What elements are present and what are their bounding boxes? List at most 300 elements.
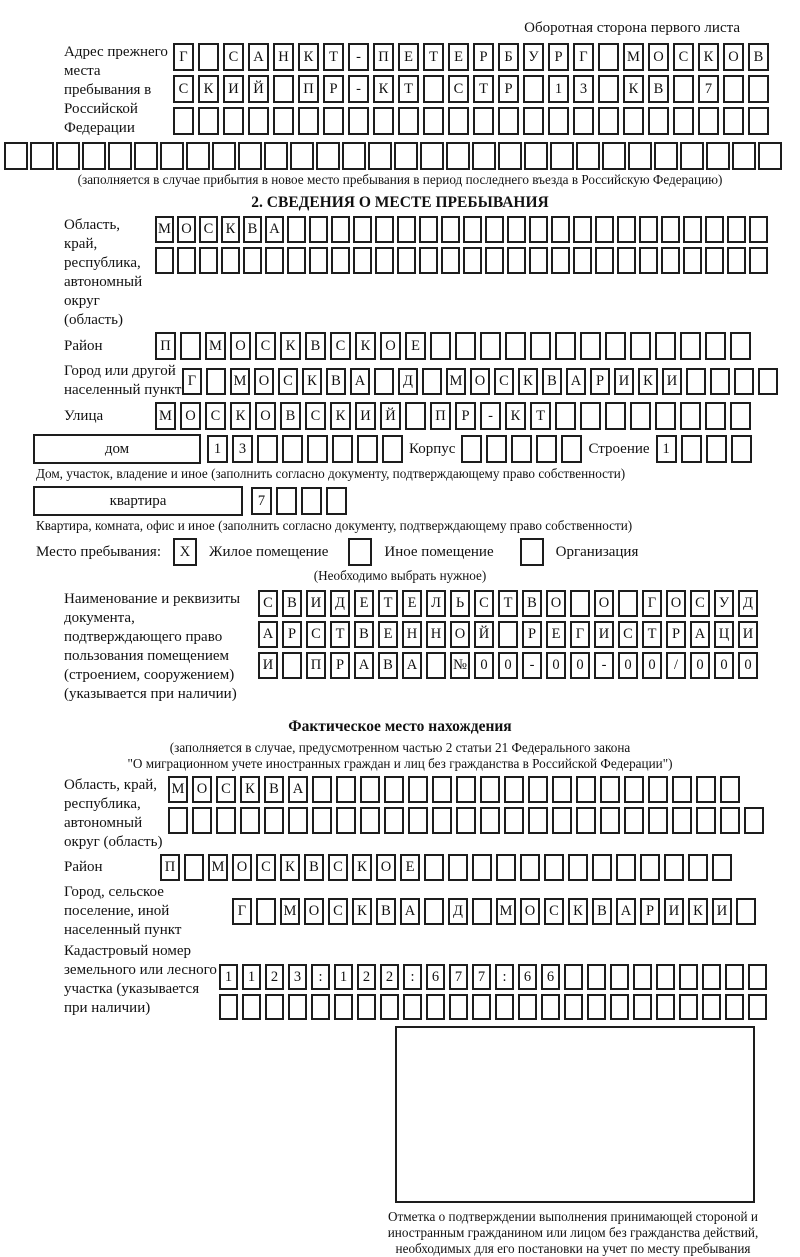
char-cell[interactable]: Е [400, 854, 420, 881]
char-cell[interactable] [573, 247, 592, 274]
char-cell[interactable]: 1 [548, 75, 569, 103]
char-cell[interactable] [681, 435, 702, 463]
char-cell[interactable] [221, 247, 240, 274]
char-cell[interactable] [384, 776, 404, 803]
char-cell[interactable] [264, 142, 288, 170]
char-cell[interactable] [276, 487, 297, 515]
char-cell[interactable] [375, 216, 394, 243]
char-cell[interactable] [624, 807, 644, 834]
char-cell[interactable] [580, 402, 601, 430]
char-cell[interactable]: С [223, 43, 244, 71]
char-cell[interactable]: П [306, 652, 326, 679]
char-cell[interactable]: К [352, 898, 372, 925]
char-cell[interactable] [288, 807, 308, 834]
char-cell[interactable] [661, 216, 680, 243]
char-cell[interactable]: Т [330, 621, 350, 648]
char-cell[interactable]: О [648, 43, 669, 71]
char-cell[interactable] [184, 854, 204, 881]
char-cell[interactable]: В [378, 652, 398, 679]
char-cell[interactable] [564, 964, 583, 990]
char-cell[interactable]: : [403, 964, 422, 990]
char-cell[interactable]: Й [474, 621, 494, 648]
char-cell[interactable]: М [496, 898, 516, 925]
char-cell[interactable]: В [542, 368, 562, 395]
char-cell[interactable] [610, 994, 629, 1020]
char-cell[interactable]: С [216, 776, 236, 803]
char-cell[interactable] [723, 107, 744, 135]
char-cell[interactable]: И [306, 590, 326, 617]
char-cell[interactable]: К [198, 75, 219, 103]
char-cell[interactable] [357, 994, 376, 1020]
char-cell[interactable]: С [618, 621, 638, 648]
char-cell[interactable] [424, 898, 444, 925]
stay-checkbox-organization[interactable] [520, 538, 544, 566]
char-cell[interactable]: Е [448, 43, 469, 71]
char-cell[interactable]: К [302, 368, 322, 395]
char-cell[interactable] [422, 368, 442, 395]
char-cell[interactable]: 7 [251, 487, 272, 515]
char-cell[interactable]: П [155, 332, 176, 360]
char-cell[interactable] [727, 216, 746, 243]
char-cell[interactable] [348, 107, 369, 135]
char-cell[interactable]: Т [398, 75, 419, 103]
char-cell[interactable] [419, 216, 438, 243]
char-cell[interactable]: К [352, 854, 372, 881]
char-cell[interactable]: В [326, 368, 346, 395]
char-cell[interactable]: У [523, 43, 544, 71]
char-cell[interactable] [679, 964, 698, 990]
char-cell[interactable] [486, 435, 507, 463]
char-cell[interactable] [758, 368, 778, 395]
char-cell[interactable] [680, 402, 701, 430]
house-widebox[interactable]: дом [33, 434, 201, 464]
char-cell[interactable] [449, 994, 468, 1020]
char-cell[interactable]: 0 [546, 652, 566, 679]
char-cell[interactable]: В [282, 590, 302, 617]
char-cell[interactable]: 3 [232, 435, 253, 463]
char-cell[interactable] [461, 435, 482, 463]
char-cell[interactable] [720, 776, 740, 803]
char-cell[interactable] [523, 75, 544, 103]
char-cell[interactable]: С [205, 402, 226, 430]
char-cell[interactable]: М [205, 332, 226, 360]
char-cell[interactable] [331, 216, 350, 243]
char-cell[interactable]: Р [666, 621, 686, 648]
char-cell[interactable]: Р [498, 75, 519, 103]
char-cell[interactable] [180, 332, 201, 360]
char-cell[interactable] [273, 107, 294, 135]
char-cell[interactable] [430, 332, 451, 360]
apartment-widebox[interactable]: квартира [33, 486, 243, 516]
char-cell[interactable] [633, 994, 652, 1020]
char-cell[interactable] [498, 142, 522, 170]
char-cell[interactable]: О [470, 368, 490, 395]
char-cell[interactable]: Р [330, 652, 350, 679]
char-cell[interactable] [555, 402, 576, 430]
char-cell[interactable]: - [480, 402, 501, 430]
char-cell[interactable]: Т [323, 43, 344, 71]
char-cell[interactable] [600, 807, 620, 834]
char-cell[interactable] [732, 142, 756, 170]
char-cell[interactable] [680, 142, 704, 170]
char-cell[interactable] [353, 216, 372, 243]
char-cell[interactable] [384, 807, 404, 834]
char-cell[interactable]: Р [640, 898, 660, 925]
char-cell[interactable] [380, 994, 399, 1020]
char-cell[interactable]: У [714, 590, 734, 617]
char-cell[interactable] [688, 854, 708, 881]
char-cell[interactable] [216, 807, 236, 834]
char-cell[interactable]: Г [570, 621, 590, 648]
char-cell[interactable] [518, 994, 537, 1020]
char-cell[interactable] [309, 247, 328, 274]
char-cell[interactable] [243, 247, 262, 274]
char-cell[interactable] [541, 994, 560, 1020]
char-cell[interactable]: 0 [690, 652, 710, 679]
char-cell[interactable] [723, 75, 744, 103]
char-cell[interactable] [290, 142, 314, 170]
char-cell[interactable]: Т [423, 43, 444, 71]
char-cell[interactable]: Е [405, 332, 426, 360]
char-cell[interactable]: - [522, 652, 542, 679]
char-cell[interactable]: О [520, 898, 540, 925]
char-cell[interactable] [192, 807, 212, 834]
char-cell[interactable] [238, 142, 262, 170]
char-cell[interactable]: Р [282, 621, 302, 648]
char-cell[interactable] [524, 142, 548, 170]
char-cell[interactable] [561, 435, 582, 463]
char-cell[interactable]: Г [182, 368, 202, 395]
char-cell[interactable]: В [305, 332, 326, 360]
char-cell[interactable] [624, 776, 644, 803]
char-cell[interactable]: Д [398, 368, 418, 395]
char-cell[interactable] [730, 402, 751, 430]
char-cell[interactable] [160, 142, 184, 170]
char-cell[interactable]: К [230, 402, 251, 430]
char-cell[interactable]: Д [738, 590, 758, 617]
char-cell[interactable]: Д [448, 898, 468, 925]
char-cell[interactable]: А [400, 898, 420, 925]
char-cell[interactable]: В [592, 898, 612, 925]
char-cell[interactable]: М [280, 898, 300, 925]
char-cell[interactable] [408, 776, 428, 803]
char-cell[interactable] [544, 854, 564, 881]
char-cell[interactable] [705, 332, 726, 360]
char-cell[interactable] [323, 107, 344, 135]
char-cell[interactable] [287, 247, 306, 274]
char-cell[interactable]: К [280, 854, 300, 881]
char-cell[interactable] [342, 142, 366, 170]
char-cell[interactable]: М [446, 368, 466, 395]
char-cell[interactable] [727, 247, 746, 274]
char-cell[interactable]: О [304, 898, 324, 925]
char-cell[interactable] [548, 107, 569, 135]
char-cell[interactable]: И [258, 652, 278, 679]
char-cell[interactable]: С [258, 590, 278, 617]
stay-checkbox-residential[interactable] [173, 538, 197, 566]
char-cell[interactable]: О [180, 402, 201, 430]
char-cell[interactable] [336, 807, 356, 834]
char-cell[interactable]: 0 [642, 652, 662, 679]
char-cell[interactable]: Н [426, 621, 446, 648]
char-cell[interactable] [199, 247, 218, 274]
char-cell[interactable] [498, 107, 519, 135]
char-cell[interactable]: К [280, 332, 301, 360]
char-cell[interactable]: О [376, 854, 396, 881]
char-cell[interactable]: Т [473, 75, 494, 103]
char-cell[interactable]: № [450, 652, 470, 679]
char-cell[interactable] [706, 142, 730, 170]
char-cell[interactable] [455, 332, 476, 360]
char-cell[interactable] [696, 776, 716, 803]
char-cell[interactable]: А [354, 652, 374, 679]
char-cell[interactable]: П [430, 402, 451, 430]
char-cell[interactable] [311, 994, 330, 1020]
char-cell[interactable] [485, 247, 504, 274]
char-cell[interactable] [456, 776, 476, 803]
char-cell[interactable]: М [168, 776, 188, 803]
char-cell[interactable] [403, 994, 422, 1020]
char-cell[interactable]: Е [378, 621, 398, 648]
char-cell[interactable]: О [380, 332, 401, 360]
char-cell[interactable] [595, 247, 614, 274]
char-cell[interactable] [536, 435, 557, 463]
char-cell[interactable]: И [738, 621, 758, 648]
char-cell[interactable] [448, 854, 468, 881]
char-cell[interactable] [698, 107, 719, 135]
char-cell[interactable]: Р [590, 368, 610, 395]
char-cell[interactable] [656, 994, 675, 1020]
char-cell[interactable] [570, 590, 590, 617]
char-cell[interactable]: 3 [573, 75, 594, 103]
char-cell[interactable] [507, 247, 526, 274]
char-cell[interactable]: К [298, 43, 319, 71]
char-cell[interactable] [309, 216, 328, 243]
char-cell[interactable]: И [594, 621, 614, 648]
char-cell[interactable] [198, 43, 219, 71]
char-cell[interactable] [426, 994, 445, 1020]
char-cell[interactable]: 2 [265, 964, 284, 990]
char-cell[interactable]: 1 [334, 964, 353, 990]
char-cell[interactable] [605, 332, 626, 360]
char-cell[interactable] [348, 538, 372, 566]
char-cell[interactable]: С [448, 75, 469, 103]
char-cell[interactable] [282, 652, 302, 679]
char-cell[interactable] [696, 807, 716, 834]
char-cell[interactable]: 0 [474, 652, 494, 679]
char-cell[interactable] [186, 142, 210, 170]
char-cell[interactable] [530, 332, 551, 360]
char-cell[interactable] [423, 107, 444, 135]
char-cell[interactable]: А [258, 621, 278, 648]
char-cell[interactable] [661, 247, 680, 274]
char-cell[interactable] [375, 247, 394, 274]
char-cell[interactable] [648, 776, 668, 803]
char-cell[interactable] [630, 402, 651, 430]
char-cell[interactable] [353, 247, 372, 274]
char-cell[interactable] [734, 368, 754, 395]
char-cell[interactable]: В [280, 402, 301, 430]
char-cell[interactable] [426, 652, 446, 679]
char-cell[interactable] [397, 216, 416, 243]
char-cell[interactable]: В [264, 776, 284, 803]
char-cell[interactable]: В [376, 898, 396, 925]
char-cell[interactable] [326, 487, 347, 515]
char-cell[interactable] [758, 142, 782, 170]
char-cell[interactable] [360, 807, 380, 834]
char-cell[interactable]: О [254, 368, 274, 395]
char-cell[interactable] [673, 75, 694, 103]
char-cell[interactable] [334, 994, 353, 1020]
char-cell[interactable] [419, 247, 438, 274]
char-cell[interactable] [587, 964, 606, 990]
char-cell[interactable]: О [594, 590, 614, 617]
char-cell[interactable]: К [330, 402, 351, 430]
char-cell[interactable]: К [688, 898, 708, 925]
char-cell[interactable] [731, 435, 752, 463]
char-cell[interactable]: С [255, 332, 276, 360]
char-cell[interactable]: М [623, 43, 644, 71]
char-cell[interactable] [480, 332, 501, 360]
char-cell[interactable]: Г [173, 43, 194, 71]
char-cell[interactable] [56, 142, 80, 170]
char-cell[interactable] [495, 994, 514, 1020]
char-cell[interactable]: Д [330, 590, 350, 617]
char-cell[interactable]: О [230, 332, 251, 360]
char-cell[interactable] [373, 107, 394, 135]
char-cell[interactable] [725, 964, 744, 990]
char-cell[interactable] [679, 994, 698, 1020]
char-cell[interactable]: Е [546, 621, 566, 648]
char-cell[interactable]: 7 [698, 75, 719, 103]
char-cell[interactable] [108, 142, 132, 170]
char-cell[interactable] [307, 435, 328, 463]
char-cell[interactable]: 6 [518, 964, 537, 990]
char-cell[interactable] [264, 807, 284, 834]
char-cell[interactable]: 0 [738, 652, 758, 679]
char-cell[interactable] [331, 247, 350, 274]
char-cell[interactable] [374, 368, 394, 395]
char-cell[interactable] [623, 107, 644, 135]
char-cell[interactable]: С [306, 621, 326, 648]
char-cell[interactable]: И [614, 368, 634, 395]
char-cell[interactable] [705, 402, 726, 430]
char-cell[interactable] [602, 142, 626, 170]
char-cell[interactable] [504, 807, 524, 834]
char-cell[interactable] [397, 247, 416, 274]
char-cell[interactable]: К [505, 402, 526, 430]
char-cell[interactable] [573, 216, 592, 243]
char-cell[interactable]: С [330, 332, 351, 360]
char-cell[interactable]: Й [248, 75, 269, 103]
char-cell[interactable] [485, 216, 504, 243]
char-cell[interactable] [600, 776, 620, 803]
char-cell[interactable] [725, 994, 744, 1020]
char-cell[interactable] [528, 776, 548, 803]
char-cell[interactable]: И [662, 368, 682, 395]
char-cell[interactable] [256, 898, 276, 925]
char-cell[interactable] [576, 776, 596, 803]
char-cell[interactable]: О [232, 854, 252, 881]
char-cell[interactable]: К [623, 75, 644, 103]
char-cell[interactable] [598, 75, 619, 103]
char-cell[interactable] [336, 776, 356, 803]
char-cell[interactable]: В [648, 75, 669, 103]
char-cell[interactable] [282, 435, 303, 463]
char-cell[interactable]: 0 [618, 652, 638, 679]
char-cell[interactable]: - [594, 652, 614, 679]
char-cell[interactable]: О [255, 402, 276, 430]
char-cell[interactable] [648, 807, 668, 834]
char-cell[interactable]: О [666, 590, 686, 617]
char-cell[interactable]: Р [548, 43, 569, 71]
char-cell[interactable]: 0 [498, 652, 518, 679]
char-cell[interactable] [633, 964, 652, 990]
char-cell[interactable] [472, 898, 492, 925]
char-cell[interactable]: Б [498, 43, 519, 71]
char-cell[interactable]: С [474, 590, 494, 617]
char-cell[interactable] [82, 142, 106, 170]
char-cell[interactable] [472, 994, 491, 1020]
char-cell[interactable] [628, 142, 652, 170]
char-cell[interactable] [672, 776, 692, 803]
char-cell[interactable]: 7 [472, 964, 491, 990]
char-cell[interactable]: С [256, 854, 276, 881]
char-cell[interactable] [496, 854, 516, 881]
stay-checkbox-other[interactable] [348, 538, 372, 566]
char-cell[interactable]: П [298, 75, 319, 103]
char-cell[interactable] [257, 435, 278, 463]
char-cell[interactable] [480, 776, 500, 803]
char-cell[interactable] [552, 807, 572, 834]
char-cell[interactable] [672, 807, 692, 834]
char-cell[interactable]: В [304, 854, 324, 881]
char-cell[interactable] [177, 247, 196, 274]
char-cell[interactable]: Е [354, 590, 374, 617]
char-cell[interactable] [520, 538, 544, 566]
char-cell[interactable] [472, 854, 492, 881]
char-cell[interactable]: И [223, 75, 244, 103]
char-cell[interactable] [705, 247, 724, 274]
char-cell[interactable] [134, 142, 158, 170]
char-cell[interactable] [648, 107, 669, 135]
char-cell[interactable]: - [348, 43, 369, 71]
char-cell[interactable] [706, 435, 727, 463]
char-cell[interactable] [555, 332, 576, 360]
char-cell[interactable]: К [698, 43, 719, 71]
char-cell[interactable]: С [494, 368, 514, 395]
char-cell[interactable]: Г [232, 898, 252, 925]
char-cell[interactable] [168, 807, 188, 834]
char-cell[interactable]: Т [642, 621, 662, 648]
char-cell[interactable] [639, 247, 658, 274]
char-cell[interactable]: О [177, 216, 196, 243]
char-cell[interactable] [173, 107, 194, 135]
char-cell[interactable]: П [160, 854, 180, 881]
char-cell[interactable] [749, 216, 768, 243]
char-cell[interactable] [332, 435, 353, 463]
char-cell[interactable] [748, 75, 769, 103]
char-cell[interactable] [617, 216, 636, 243]
char-cell[interactable] [587, 994, 606, 1020]
char-cell[interactable] [155, 247, 174, 274]
char-cell[interactable]: Л [426, 590, 446, 617]
char-cell[interactable] [639, 216, 658, 243]
char-cell[interactable] [736, 898, 756, 925]
char-cell[interactable]: 6 [541, 964, 560, 990]
char-cell[interactable]: О [192, 776, 212, 803]
char-cell[interactable]: К [518, 368, 538, 395]
